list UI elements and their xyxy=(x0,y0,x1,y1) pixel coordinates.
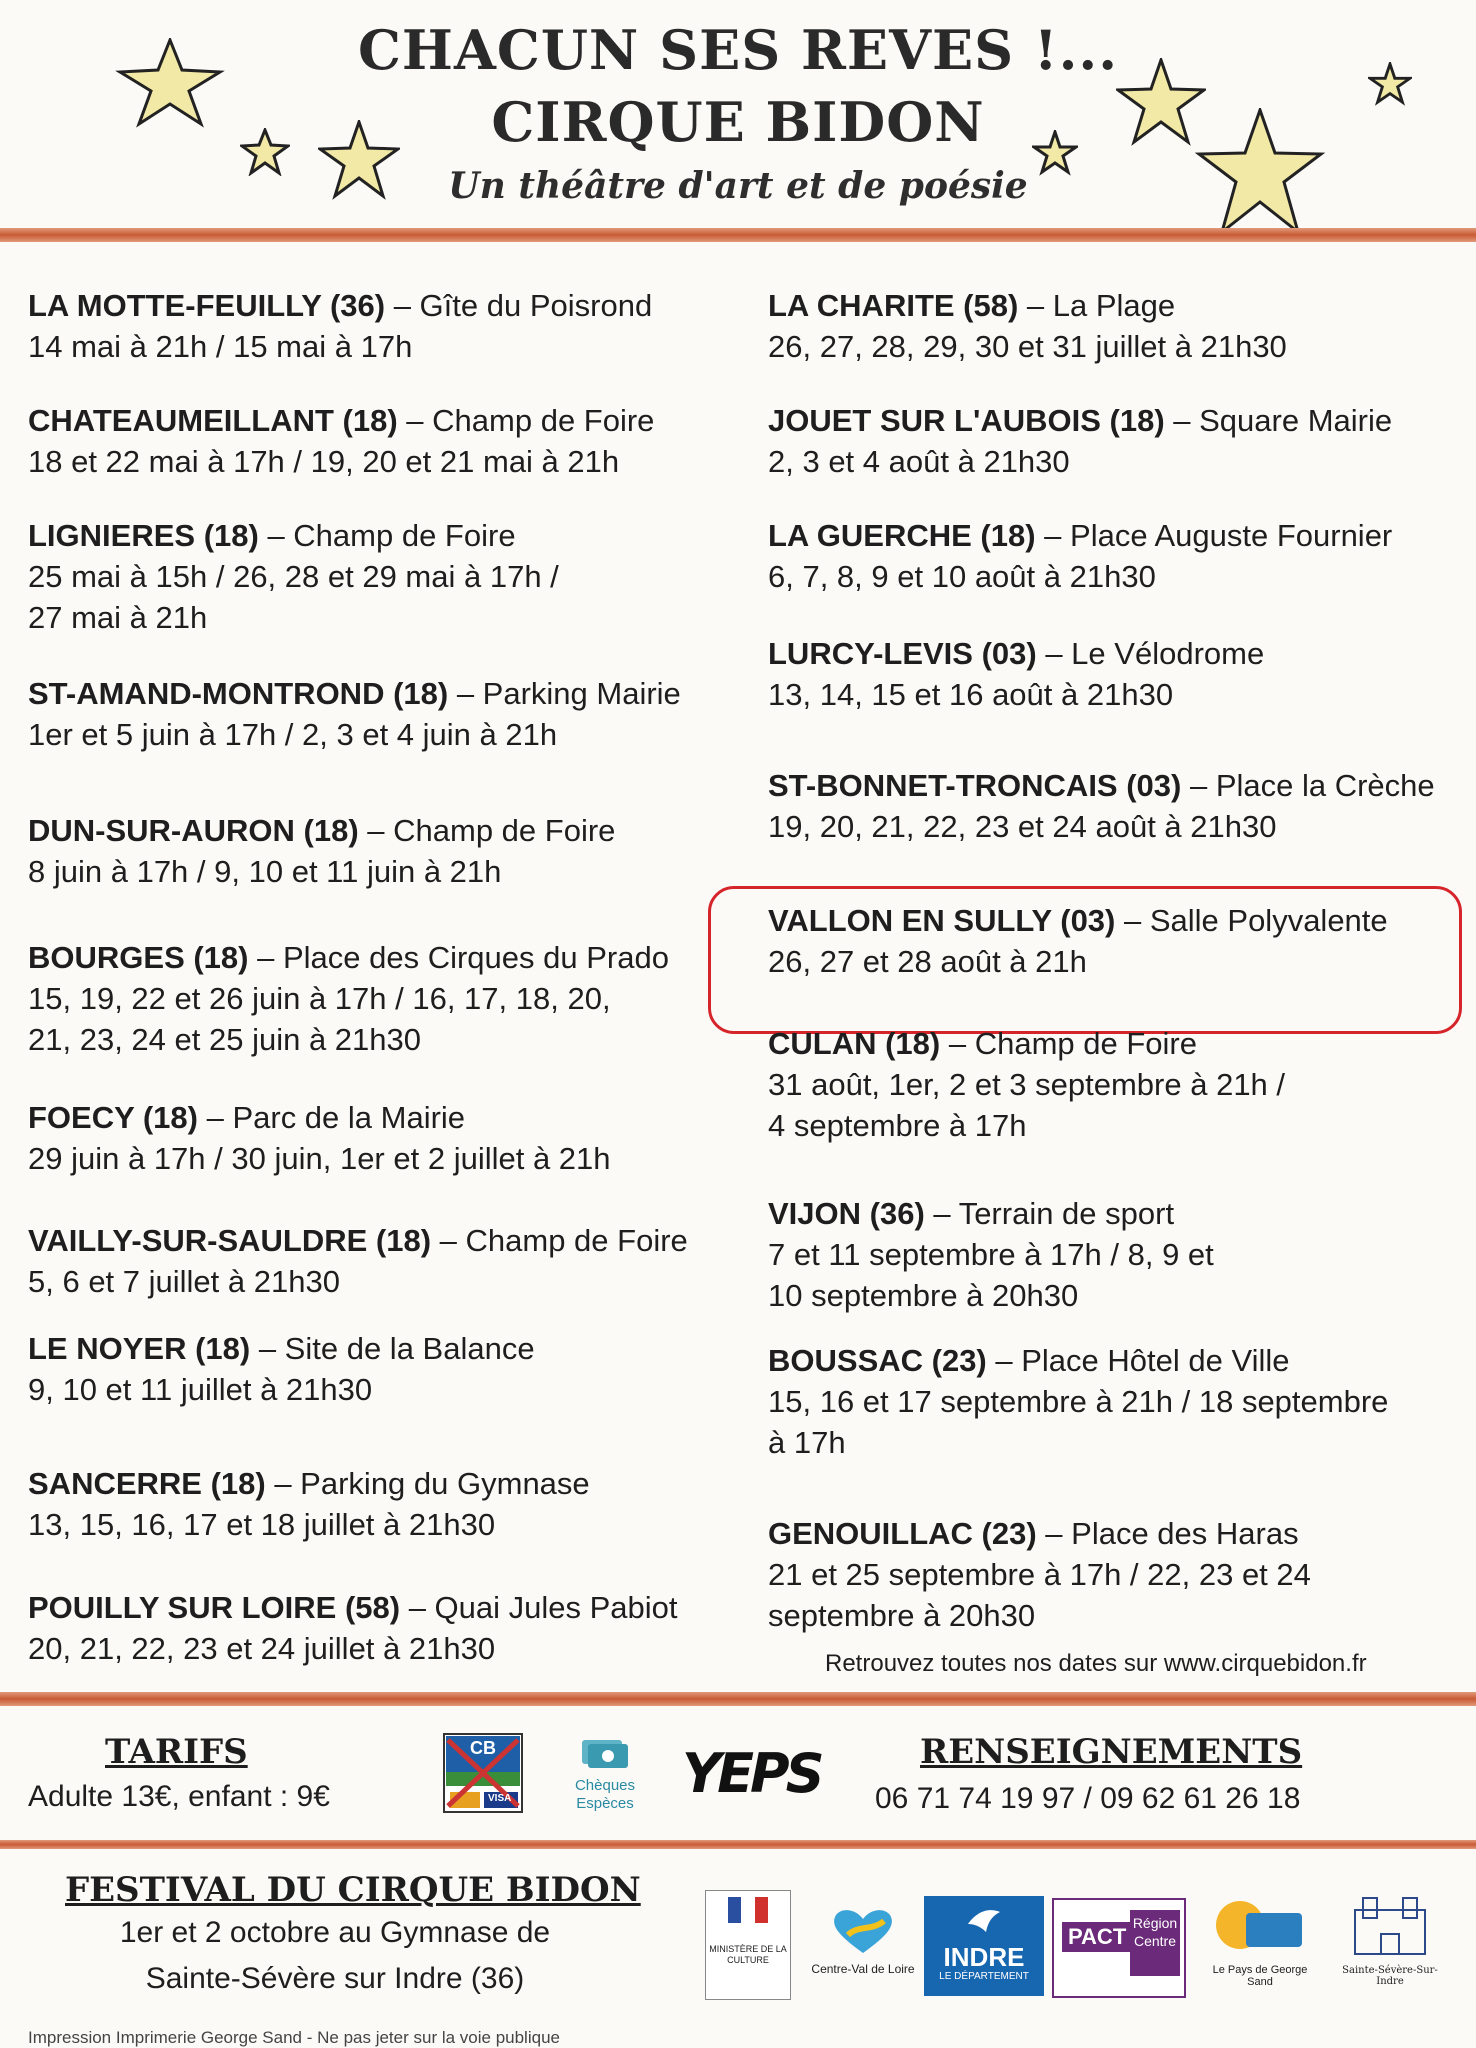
region-centre-label: Région Centre xyxy=(1130,1910,1180,1976)
schedule-entry xyxy=(28,400,728,482)
sainte-severe-logo xyxy=(1330,1890,1450,2000)
venue-dates: 7 et 11 septembre à 17h / 8, 9 et 10 septembre à 20h30 xyxy=(768,1237,1214,1313)
venue-town: LURCY-LEVIS (03) xyxy=(768,636,1037,671)
venue-dates: 14 mai à 21h / 15 mai à 17h xyxy=(28,329,413,364)
venue-dates: 18 et 22 mai à 17h / 19, 20 et 21 mai à 21h xyxy=(28,444,620,479)
website-note: Retrouvez toutes nos dates sur www.cirquebidon.fr xyxy=(825,1650,1367,1677)
venue-dates: 15, 16 et 17 septembre à 21h / 18 septembre à 17h xyxy=(768,1384,1389,1460)
venue-dates: 26, 27 et 28 août à 21h xyxy=(768,944,1087,979)
venue-place: – La Plage xyxy=(1018,288,1176,323)
venue-place: – Place des Cirques du Prado xyxy=(248,940,669,975)
venue-place: – Gîte du Poisrond xyxy=(385,288,653,323)
venue-town: DUN-SUR-AURON (18) xyxy=(28,813,359,848)
schedule-entry xyxy=(768,633,1458,715)
venue-place: – Parking Mairie xyxy=(448,676,681,711)
venue-town: FOECY (18) xyxy=(28,1100,198,1135)
venue-place: – Place Hôtel de Ville xyxy=(986,1343,1290,1378)
venue-place: – Champ de Foire xyxy=(940,1026,1197,1061)
venue-town: LA CHARITE (58) xyxy=(768,288,1019,323)
venue-town: BOUSSAC (23) xyxy=(768,1343,987,1378)
venue-place: – Champ de Foire xyxy=(358,813,616,848)
venue-dates: 9, 10 et 11 juillet à 21h30 xyxy=(28,1372,373,1407)
cheques-label: Chèques xyxy=(574,1777,636,1794)
venue-place: – Champ de Foire xyxy=(397,403,655,438)
festival-location: Sainte-Sévère sur Indre (36) xyxy=(145,1962,525,1995)
schedule-entry xyxy=(28,1097,728,1179)
centre-val-de-loire-logo xyxy=(808,1905,918,1985)
venue-dates: 21 et 25 septembre à 17h / 22, 23 et 24 septembre à 20h30 xyxy=(768,1557,1311,1633)
venue-town: GENOUILLAC (23) xyxy=(768,1516,1037,1551)
schedule-entry xyxy=(28,1463,728,1545)
ministere-culture-logo xyxy=(705,1890,791,2000)
venue-dates: 5, 6 et 7 juillet à 21h30 xyxy=(28,1264,340,1299)
castle-drawing-icon xyxy=(1345,1890,1435,1960)
venue-place: – Parking du Gymnase xyxy=(265,1466,590,1501)
contact-phones: 06 71 74 19 97 / 09 62 61 26 18 xyxy=(875,1782,1301,1815)
ministere-label: MINISTÈRE DE LA CULTURE xyxy=(709,1944,787,1965)
venue-town: ST-AMAND-MONTROND (18) xyxy=(28,676,449,711)
venue-town: VAILLY-SUR-SAULDRE (18) xyxy=(28,1223,432,1258)
festival-divider xyxy=(0,1840,1476,1849)
venue-place: – Site de la Balance xyxy=(250,1331,535,1366)
poster-header xyxy=(0,0,1476,225)
venue-town: SANCERRE (18) xyxy=(28,1466,266,1501)
venue-town: JOUET SUR L'AUBOIS (18) xyxy=(768,403,1165,438)
schedule-entry xyxy=(28,1220,728,1302)
schedule-entry xyxy=(28,1587,728,1669)
venue-dates: 6, 7, 8, 9 et 10 août à 21h30 xyxy=(768,559,1156,594)
venue-place: – Place Auguste Fournier xyxy=(1035,518,1393,553)
venue-town: LA MOTTE-FEUILLY (36) xyxy=(28,288,386,323)
schedule-entry xyxy=(28,673,728,755)
venue-dates: 29 juin à 17h / 30 juin, 1er et 2 juillet à 21h xyxy=(28,1141,611,1176)
venue-dates: 13, 14, 15 et 16 août à 21h30 xyxy=(768,677,1174,712)
sun-landscape-icon xyxy=(1210,1895,1310,1959)
venue-town: ST-BONNET-TRONCAIS (03) xyxy=(768,768,1182,803)
venue-dates: 31 août, 1er, 2 et 3 septembre à 21h / 4 septembre à 17h xyxy=(768,1067,1286,1143)
schedule-entry xyxy=(28,810,728,892)
venue-place: – Champ de Foire xyxy=(431,1223,688,1258)
venue-place: – Quai Jules Pabiot xyxy=(400,1590,678,1625)
banknote-icon xyxy=(580,1736,630,1772)
venue-place: – Place la Crèche xyxy=(1181,768,1435,803)
schedule-entry xyxy=(768,1023,1458,1146)
indre-sublabel: LE DÉPARTEMENT xyxy=(939,1971,1029,1982)
schedule-entry xyxy=(768,285,1458,367)
venue-dates: 2, 3 et 4 août à 21h30 xyxy=(768,444,1070,479)
venue-dates: 8 juin à 17h / 9, 10 et 11 juin à 21h xyxy=(28,854,502,889)
especes-label: Espèces xyxy=(576,1795,634,1812)
renseignements-heading: RENSEIGNEMENTS xyxy=(920,1732,1303,1772)
schedule-entry xyxy=(768,400,1458,482)
festival-dates: 1er et 2 octobre au Gymnase de xyxy=(119,1916,551,1949)
venue-town: LA GUERCHE (18) xyxy=(768,518,1036,553)
poster-title: CHACUN SES REVES !... xyxy=(357,18,1119,82)
cb-visa-logo xyxy=(442,1732,524,1814)
venue-place: – Salle Polyvalente xyxy=(1115,903,1388,938)
heart-logo-icon xyxy=(828,1905,898,1957)
schedule-entry xyxy=(28,285,728,367)
header-divider xyxy=(0,228,1476,242)
venue-place: – Terrain de sport xyxy=(924,1196,1175,1231)
venue-dates: 19, 20, 21, 22, 23 et 24 août à 21h30 xyxy=(768,809,1277,844)
venue-town: LE NOYER (18) xyxy=(28,1331,251,1366)
company-name: CIRQUE BIDON xyxy=(491,90,985,154)
schedule-entry xyxy=(768,765,1458,847)
schedule-entry xyxy=(28,937,728,1060)
print-footer: Impression Imprimerie George Sand - Ne pas jeter sur la voie publique xyxy=(28,2028,560,2047)
venue-town: VALLON EN SULLY (03) xyxy=(768,903,1116,938)
pays-george-sand-label: Le Pays de George Sand xyxy=(1212,1964,1308,1988)
venue-place: – Champ de Foire xyxy=(258,518,516,553)
pact-region-centre-logo xyxy=(1052,1898,1186,1998)
yeps-wordmark: YEPS xyxy=(682,1742,821,1805)
pricing-divider xyxy=(0,1692,1476,1706)
schedule-entry xyxy=(768,1513,1458,1636)
venue-town: BOURGES (18) xyxy=(28,940,249,975)
venue-dates: 26, 27, 28, 29, 30 et 31 juillet à 21h30 xyxy=(768,329,1287,364)
venue-town: CHATEAUMEILLANT (18) xyxy=(28,403,398,438)
poster-subtitle: Un théâtre d'art et de poésie xyxy=(448,165,1028,207)
venue-dates: 13, 15, 16, 17 et 18 juillet à 21h30 xyxy=(28,1507,496,1542)
festival-heading: FESTIVAL DU CIRQUE BIDON xyxy=(65,1870,641,1910)
schedule-entry xyxy=(28,1328,728,1410)
french-flag-icon xyxy=(728,1897,768,1923)
cb-label: CB xyxy=(470,1738,496,1758)
schedule-entry xyxy=(768,515,1458,597)
schedule-entry xyxy=(28,515,728,638)
visa-label: VISA xyxy=(488,1793,512,1804)
venue-place: – Parc de la Mairie xyxy=(197,1100,466,1135)
schedule-entry xyxy=(768,1193,1458,1316)
venue-place: – Place des Haras xyxy=(1036,1516,1299,1551)
cheques-especes-logo xyxy=(565,1736,645,1816)
bird-icon xyxy=(964,1904,1004,1938)
centre-val-de-loire-label: Centre-Val de Loire xyxy=(811,1962,915,1976)
indre-label: INDRE xyxy=(943,1942,1025,1972)
pays-george-sand-logo xyxy=(1200,1895,1320,1995)
venue-town: VIJON (36) xyxy=(768,1196,925,1231)
venue-dates: 20, 21, 22, 23 et 24 juillet à 21h30 xyxy=(28,1631,496,1666)
venue-town: POUILLY SUR LOIRE (58) xyxy=(28,1590,401,1625)
venue-dates: 1er et 5 juin à 17h / 2, 3 et 4 juin à 21h xyxy=(28,717,558,752)
yeps-logo xyxy=(682,1742,821,1812)
sainte-severe-label: Sainte-Sévère-Sur-Indre xyxy=(1342,1965,1438,1987)
venue-dates: 25 mai à 15h / 26, 28 et 29 mai à 17h / 27 mai à 21h xyxy=(28,559,559,635)
tarifs-prices: Adulte 13€, enfant : 9€ xyxy=(28,1780,330,1813)
pact-label: PACT xyxy=(1062,1922,1132,1952)
venue-town: CULAN (18) xyxy=(768,1026,941,1061)
venue-place: – Square Mairie xyxy=(1164,403,1393,438)
venue-dates: 15, 19, 22 et 26 juin à 17h / 16, 17, 18, 20, 21, 23, 24 et 25 juin à 21h30 xyxy=(28,981,611,1057)
venue-place: – Le Vélodrome xyxy=(1036,636,1265,671)
schedule-entry xyxy=(768,1340,1458,1463)
venue-town: LIGNIERES (18) xyxy=(28,518,259,553)
tarifs-heading: TARIFS xyxy=(105,1732,248,1772)
schedule-entry-highlighted xyxy=(768,900,1458,982)
indre-departement-logo xyxy=(924,1896,1044,1996)
